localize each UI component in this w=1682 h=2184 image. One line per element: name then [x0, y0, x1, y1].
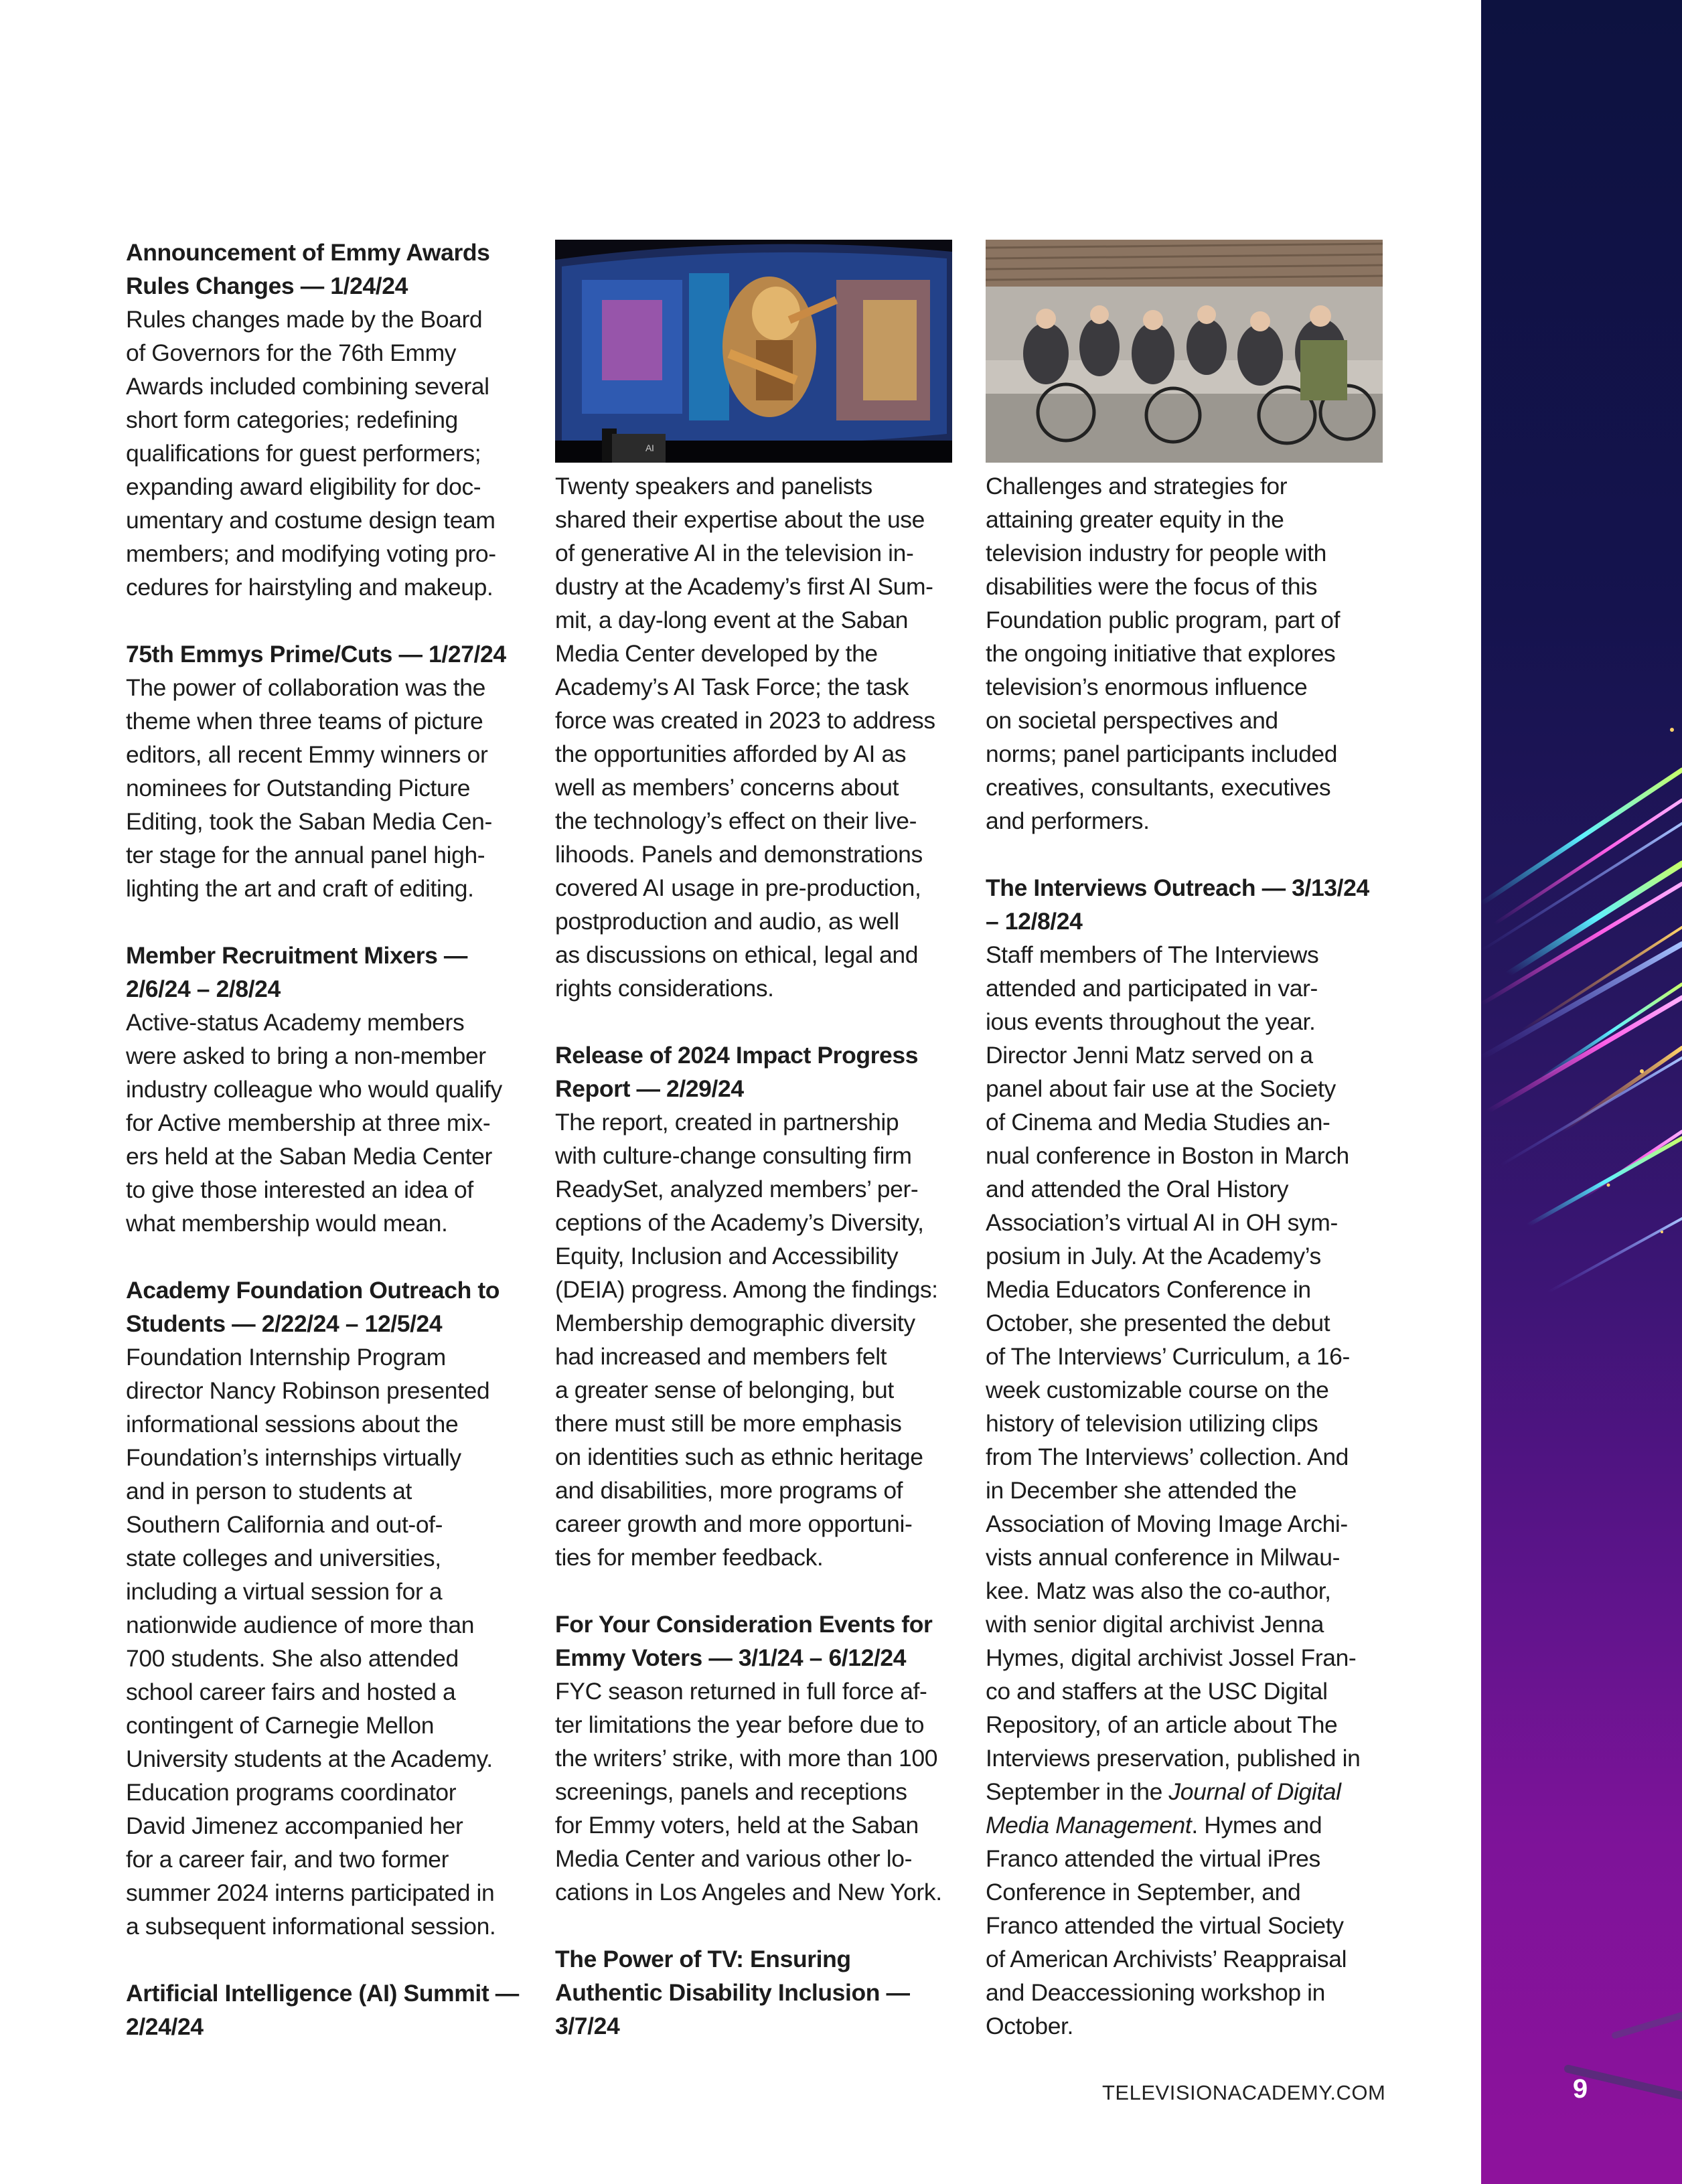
body-line: of American Archivists’ Reappraisal — [986, 1946, 1347, 1972]
body-line: television’s enormous influence — [986, 674, 1308, 700]
body-line: and performers. — [986, 807, 1150, 834]
body-line: short form categories; redefining — [126, 406, 458, 433]
neon-streaks-graphic — [1481, 0, 1682, 2184]
body-line: the technology’s effect on their live- — [555, 807, 917, 834]
body-line: David Jimenez accompanied her — [126, 1812, 463, 1839]
body-line: well as members’ concerns about — [555, 774, 899, 801]
body-line: Awards included combining several — [126, 373, 489, 400]
column-2 — [555, 236, 954, 2076]
body-line: editors, all recent Emmy winners or — [126, 741, 488, 768]
body-line-with-italic — [986, 1808, 1385, 1842]
body-line: with senior digital archivist Jenna — [986, 1611, 1324, 1638]
body-line: industry colleague who would qualify — [126, 1076, 502, 1103]
entry-heading: The Interviews Outreach — 3/13/24 — [986, 874, 1369, 901]
body-line: dustry at the Academy’s first AI Sum- — [555, 573, 933, 600]
ai-summit-photo — [555, 240, 952, 463]
body-line: Conference in September, and — [986, 1879, 1301, 1905]
entry-heading: The Power of TV: Ensuring — [555, 1946, 851, 1972]
body-line: qualifications for guest performers; — [126, 440, 481, 467]
body-line: contingent of Carnegie Mellon — [126, 1712, 435, 1739]
body-line: of Governors for the 76th Emmy — [126, 339, 457, 366]
body-line: Repository, of an article about The — [986, 1711, 1338, 1738]
body-line: nationwide audience of more than — [126, 1612, 475, 1638]
column-1 — [126, 236, 525, 2077]
body-line: school career fairs and hosted a — [126, 1679, 456, 1705]
entry-heading: Release of 2024 Impact Progress — [555, 1042, 919, 1069]
body-line: nominees for Outstanding Picture — [126, 775, 471, 801]
body-line: October, she presented the debut — [986, 1310, 1330, 1336]
column-3 — [986, 236, 1385, 2076]
body-line: Southern California and out-of- — [126, 1511, 443, 1538]
entry-heading: Artificial Intelligence (AI) Summit — — [126, 1980, 519, 2007]
body-line: mit, a day-long event at the Saban — [555, 607, 909, 633]
body-line: and attended the Oral History — [986, 1176, 1289, 1202]
body-line: theme when three teams of picture — [126, 708, 483, 734]
body-line: ers held at the Saban Media Center — [126, 1143, 492, 1170]
entry-power-of-tv — [555, 1942, 954, 2043]
body-line: ter limitations the year before due to — [555, 1711, 925, 1738]
body-line: ious events throughout the year. — [986, 1008, 1316, 1035]
entry-heading: – 12/8/24 — [986, 908, 1083, 935]
body-line: attaining greater equity in the — [986, 506, 1284, 533]
body-line: Association of Moving Image Archi- — [986, 1510, 1348, 1537]
body-line: for Emmy voters, held at the Saban — [555, 1812, 919, 1839]
entry-heading: Report — 2/29/24 — [555, 1075, 744, 1102]
body-line: and Deaccessioning workshop in — [986, 1979, 1325, 2006]
body-line: Education programs coordinator — [126, 1779, 457, 1806]
entry-impact-report — [555, 1038, 954, 1574]
body-line: lighting the art and craft of editing. — [126, 875, 474, 902]
body-line: Staff members of The Interviews — [986, 941, 1319, 968]
body-line: members; and modifying voting pro- — [126, 540, 496, 567]
body-line: were asked to bring a non-member — [126, 1042, 486, 1069]
body-line: what membership would mean. — [126, 1210, 448, 1237]
body-line: posium in July. At the Academy’s — [986, 1243, 1321, 1269]
entry-fyc-events — [555, 1608, 954, 1909]
entry-emmy-rules — [126, 236, 525, 604]
body-line: to give those interested an idea of — [126, 1176, 473, 1203]
body-line: covered AI usage in pre-production, — [555, 874, 921, 901]
body-line: umentary and costume design team — [126, 507, 495, 534]
body-line: cations in Los Angeles and New York. — [555, 1879, 942, 1905]
body-line: had increased and members felt — [555, 1343, 887, 1370]
body-line: and in person to students at — [126, 1478, 412, 1504]
body-line: state colleges and universities, — [126, 1545, 441, 1571]
body-line: of Cinema and Media Studies an- — [986, 1109, 1330, 1136]
body-line: on societal perspectives and — [986, 707, 1278, 734]
body-line: Interviews preservation, published in — [986, 1745, 1361, 1772]
entry-heading: Emmy Voters — 3/1/24 – 6/12/24 — [555, 1644, 907, 1671]
body-line: October. — [986, 2013, 1073, 2039]
entry-heading: 2/6/24 – 2/8/24 — [126, 976, 281, 1002]
body-line: co and staffers at the USC Digital — [986, 1678, 1328, 1705]
body-line: screenings, panels and receptions — [555, 1778, 907, 1805]
body-line: the ongoing initiative that explores — [986, 640, 1336, 667]
entry-heading: 3/7/24 — [555, 2013, 620, 2039]
disability-panel-audience-image — [986, 240, 1383, 463]
body-line: Active-status Academy members — [126, 1009, 465, 1036]
body-line: Media Educators Conference in — [986, 1276, 1311, 1303]
body-line: (DEIA) progress. Among the findings: — [555, 1276, 938, 1303]
body-line: force was created in 2023 to address — [555, 707, 935, 734]
body-line: on identities such as ethnic heritage — [555, 1444, 923, 1470]
body-line: Academy’s AI Task Force; the task — [555, 674, 909, 700]
body-line: Editing, took the Saban Media Cen- — [126, 808, 492, 835]
page-number: 9 — [1572, 2074, 1588, 2104]
footer-website-url[interactable]: TELEVISIONACADEMY.COM — [1102, 2081, 1386, 2104]
body-line: ter stage for the annual panel high- — [126, 842, 485, 868]
body-line: director Nancy Robinson presented — [126, 1377, 490, 1404]
body-text: September in the — [986, 1778, 1169, 1805]
body-line: summer 2024 interns participated in — [126, 1879, 495, 1906]
entry-heading: Students — 2/22/24 – 12/5/24 — [126, 1310, 443, 1337]
entry-heading: Academy Foundation Outreach to — [126, 1277, 500, 1304]
body-line: Hymes, digital archivist Jossel Fran- — [986, 1644, 1357, 1671]
body-line: informational sessions about the — [126, 1411, 459, 1437]
body-line: Media Center and various other lo- — [555, 1845, 912, 1872]
body-line: Director Jenni Matz served on a — [986, 1042, 1313, 1069]
journal-title: Media Management — [986, 1812, 1192, 1839]
entry-heading: Authentic Disability Inclusion — — [555, 1979, 910, 2006]
body-line: creatives, consultants, executives — [986, 774, 1331, 801]
body-line: ceptions of the Academy’s Diversity, — [555, 1209, 924, 1236]
entry-heading: Rules Changes — 1/24/24 — [126, 272, 408, 299]
body-line: The power of collaboration was the — [126, 674, 485, 701]
body-line: ReadySet, analyzed members’ per- — [555, 1176, 919, 1202]
body-line: expanding award eligibility for doc- — [126, 473, 481, 500]
body-line: career growth and more opportuni- — [555, 1510, 913, 1537]
body-line-with-italic — [986, 1775, 1385, 1808]
body-line: Association’s virtual AI in OH sym- — [986, 1209, 1338, 1236]
body-line: Equity, Inclusion and Accessibility — [555, 1243, 899, 1269]
body-line: Challenges and strategies for — [986, 473, 1288, 499]
entry-heading: Announcement of Emmy Awards — [126, 239, 490, 266]
podium-ai-label: AI — [645, 443, 654, 453]
body-line: Franco attended the virtual Society — [986, 1912, 1344, 1939]
body-line: there must still be more emphasis — [555, 1410, 902, 1437]
entry-power-of-tv-body — [986, 469, 1385, 838]
body-line: week customizable course on the — [986, 1377, 1329, 1403]
body-line: attended and participated in var- — [986, 975, 1318, 1002]
decorative-sidebar — [1481, 0, 1682, 2184]
ai-summit-stage-image — [555, 240, 952, 463]
body-line: kee. Matz was also the co-author, — [986, 1577, 1331, 1604]
body-line: Twenty speakers and panelists — [555, 473, 872, 499]
body-line: with culture-change consulting firm — [555, 1142, 912, 1169]
body-line: a greater sense of belonging, but — [555, 1377, 894, 1403]
body-line: disabilities were the focus of this — [986, 573, 1318, 600]
body-line: Membership demographic diversity — [555, 1310, 915, 1336]
body-line: nual conference in Boston in March — [986, 1142, 1349, 1169]
body-line: vists annual conference in Milwau- — [986, 1544, 1341, 1571]
body-line: ties for member feedback. — [555, 1544, 824, 1571]
body-text: . Hymes and — [1191, 1812, 1322, 1839]
body-line: lihoods. Panels and demonstrations — [555, 841, 923, 868]
body-line: Franco attended the virtual iPres — [986, 1845, 1320, 1872]
entry-foundation-outreach — [126, 1273, 525, 1943]
body-line: 700 students. She also attended — [126, 1645, 459, 1672]
body-line: the writers’ strike, with more than 100 — [555, 1745, 938, 1772]
entry-heading: 75th Emmys Prime/Cuts — 1/27/24 — [126, 641, 506, 668]
body-line: The report, created in partnership — [555, 1109, 899, 1136]
body-line: a subsequent informational session. — [126, 1913, 496, 1940]
entry-recruitment-mixers — [126, 939, 525, 1240]
body-line: University students at the Academy. — [126, 1745, 493, 1772]
entry-heading: Member Recruitment Mixers — — [126, 942, 468, 969]
entry-interviews-outreach — [986, 871, 1385, 2043]
body-line: of The Interviews’ Curriculum, a 16- — [986, 1343, 1350, 1370]
body-line: FYC season returned in full force af- — [555, 1678, 927, 1705]
disability-panel-photo — [986, 240, 1383, 463]
body-line: for a career fair, and two former — [126, 1846, 449, 1873]
body-line: history of television utilizing clips — [986, 1410, 1318, 1437]
body-line: panel about fair use at the Society — [986, 1075, 1336, 1102]
entry-heading: For Your Consideration Events for — [555, 1611, 933, 1638]
body-line: rights considerations. — [555, 975, 774, 1002]
body-line: postproduction and audio, as well — [555, 908, 899, 935]
entry-prime-cuts — [126, 637, 525, 905]
entry-ai-summit-body — [555, 469, 954, 1005]
body-line: Media Center developed by the — [555, 640, 878, 667]
entry-heading: 2/24/24 — [126, 2013, 204, 2040]
body-line: cedures for hairstyling and makeup. — [126, 574, 493, 601]
entry-ai-summit — [126, 1976, 525, 2043]
body-line: as discussions on ethical, legal and — [555, 941, 919, 968]
body-line: including a virtual session for a — [126, 1578, 443, 1605]
journal-title: Journal of Digital — [1168, 1778, 1341, 1805]
body-line: of generative AI in the television in- — [555, 540, 914, 566]
body-line: from The Interviews’ collection. And — [986, 1444, 1349, 1470]
body-line: shared their expertise about the use — [555, 506, 925, 533]
body-line: television industry for people with — [986, 540, 1326, 566]
body-line: in December she attended the — [986, 1477, 1297, 1504]
body-line: norms; panel participants included — [986, 740, 1338, 767]
body-line: Foundation public program, part of — [986, 607, 1341, 633]
body-line: Rules changes made by the Board — [126, 306, 483, 333]
body-line: Foundation’s internships virtually — [126, 1444, 461, 1471]
body-line: for Active membership at three mix- — [126, 1109, 491, 1136]
body-line: Foundation Internship Program — [126, 1344, 446, 1371]
body-line: and disabilities, more programs of — [555, 1477, 903, 1504]
body-line: the opportunities afforded by AI as — [555, 740, 907, 767]
